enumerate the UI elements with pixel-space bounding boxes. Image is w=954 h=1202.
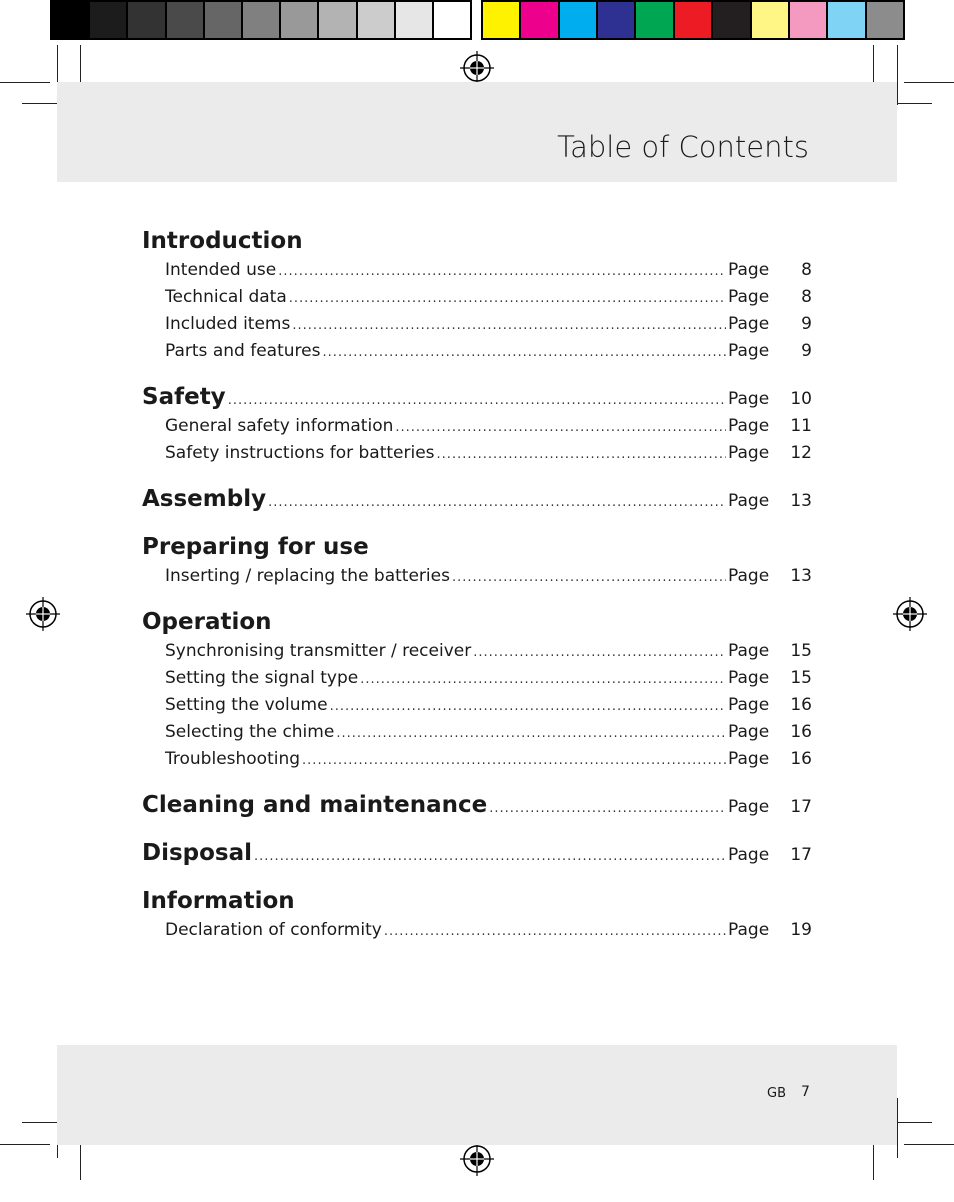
toc-section xyxy=(142,228,812,368)
crop-mark xyxy=(0,1144,50,1145)
page-word: Page xyxy=(728,443,770,463)
color-swatch xyxy=(434,2,470,38)
page-number: 17 xyxy=(790,845,812,865)
toc-section-heading-row[interactable] xyxy=(142,486,812,518)
color-swatch xyxy=(675,2,713,38)
page-title: Table of Contents xyxy=(557,130,809,164)
toc-section-title: Assembly xyxy=(142,486,267,512)
dot-leader xyxy=(437,447,726,462)
color-swatch xyxy=(828,2,866,38)
toc-section-title: Disposal xyxy=(142,840,253,866)
page-number: 9 xyxy=(801,314,812,334)
page-number: 12 xyxy=(790,443,812,463)
page-number: 11 xyxy=(790,416,812,436)
dot-leader xyxy=(384,924,726,939)
dot-leader xyxy=(289,291,726,306)
page-word: Page xyxy=(728,341,770,361)
color-swatch xyxy=(521,2,559,38)
crop-mark xyxy=(897,1098,898,1158)
dot-leader xyxy=(302,753,726,768)
toc-entry-label: Declaration of conformity xyxy=(165,920,382,940)
page-number: 19 xyxy=(790,920,812,940)
toc-section-title: Operation xyxy=(142,609,272,635)
page-number: 13 xyxy=(790,566,812,586)
crop-mark xyxy=(904,82,954,83)
crop-mark xyxy=(897,103,932,104)
page-number: 16 xyxy=(790,695,812,715)
crop-mark xyxy=(873,45,874,85)
toc-entry[interactable] xyxy=(142,722,812,749)
color-swatch xyxy=(867,2,903,38)
toc-section xyxy=(142,609,812,776)
page-word: Page xyxy=(728,566,770,586)
page-word: Page xyxy=(728,416,770,436)
dot-leader xyxy=(336,726,726,741)
page-number: 15 xyxy=(790,641,812,661)
page-word: Page xyxy=(728,287,770,307)
page-number: 8 xyxy=(801,287,812,307)
page-word: Page xyxy=(728,389,770,409)
dot-leader xyxy=(292,318,726,333)
toc-entry-label: Setting the signal type xyxy=(165,668,359,688)
page-word: Page xyxy=(728,695,770,715)
toc-section-title: Safety xyxy=(142,384,226,410)
toc-entry-label: Synchronising transmitter / receiver xyxy=(165,641,472,661)
toc-section-title: Information xyxy=(142,888,295,914)
dot-leader xyxy=(452,570,726,585)
toc-section xyxy=(142,534,812,593)
toc-section-heading-row[interactable] xyxy=(142,228,812,260)
page-number: 13 xyxy=(790,491,812,511)
footer-page-number: 7 xyxy=(801,1084,810,1100)
process-color-bar xyxy=(481,0,905,40)
toc-entry[interactable] xyxy=(142,566,812,593)
page-number: 17 xyxy=(790,797,812,817)
toc-entry-label: Technical data xyxy=(165,287,287,307)
toc-section xyxy=(142,840,812,872)
toc-section xyxy=(142,888,812,947)
registration-mark-icon xyxy=(893,597,927,631)
color-swatch xyxy=(319,2,357,38)
color-swatch xyxy=(598,2,636,38)
crop-mark xyxy=(80,45,81,85)
registration-mark-icon xyxy=(26,597,60,631)
dot-leader xyxy=(330,699,726,714)
toc-entry[interactable] xyxy=(142,341,812,368)
color-swatch xyxy=(636,2,674,38)
toc-section-title: Cleaning and maintenance xyxy=(142,792,488,818)
crop-mark xyxy=(80,1140,81,1180)
toc-entry[interactable] xyxy=(142,668,812,695)
page-word: Page xyxy=(728,641,770,661)
dot-leader xyxy=(489,801,726,816)
toc-section-heading-row[interactable] xyxy=(142,888,812,920)
crop-mark xyxy=(0,82,50,83)
toc-entry[interactable] xyxy=(142,641,812,668)
crop-mark xyxy=(873,1140,874,1180)
toc-section-heading-row[interactable] xyxy=(142,840,812,872)
dot-leader xyxy=(395,420,726,435)
toc-section xyxy=(142,486,812,518)
footer-language: GB xyxy=(767,1086,786,1101)
toc-entry-label: Parts and features xyxy=(165,341,321,361)
color-swatch xyxy=(90,2,128,38)
page-number: 9 xyxy=(801,341,812,361)
page-number: 15 xyxy=(790,668,812,688)
dot-leader xyxy=(360,672,726,687)
toc-entry[interactable] xyxy=(142,443,812,470)
page-number: 8 xyxy=(801,260,812,280)
crop-mark xyxy=(904,1144,954,1145)
toc-section-title: Preparing for use xyxy=(142,534,369,560)
color-swatch xyxy=(790,2,828,38)
registration-mark-icon xyxy=(460,51,494,85)
toc-section-heading-row[interactable] xyxy=(142,609,812,641)
grayscale-color-bar xyxy=(50,0,472,40)
registration-mark-icon xyxy=(460,1142,494,1176)
dot-leader xyxy=(228,393,726,408)
dot-leader xyxy=(278,264,726,279)
toc-section-heading-row[interactable] xyxy=(142,792,812,824)
toc-entry[interactable] xyxy=(142,260,812,287)
color-swatch xyxy=(205,2,243,38)
toc-entry[interactable] xyxy=(142,749,812,776)
toc-entry-label: Troubleshooting xyxy=(165,749,301,769)
toc-entry[interactable] xyxy=(142,695,812,722)
crop-mark xyxy=(897,1122,932,1123)
page-word: Page xyxy=(728,749,770,769)
page-number: 10 xyxy=(790,389,812,409)
crop-mark xyxy=(22,103,57,104)
toc-entry[interactable] xyxy=(142,314,812,341)
crop-mark xyxy=(22,1122,57,1123)
page-number: 16 xyxy=(790,749,812,769)
page-word: Page xyxy=(728,491,770,511)
page-word: Page xyxy=(728,920,770,940)
toc-section xyxy=(142,792,812,824)
color-swatch xyxy=(128,2,166,38)
color-swatch xyxy=(560,2,598,38)
page-word: Page xyxy=(728,797,770,817)
color-swatch xyxy=(281,2,319,38)
toc-entry[interactable] xyxy=(142,287,812,314)
toc-section-title: Introduction xyxy=(142,228,303,254)
page-word: Page xyxy=(728,845,770,865)
color-swatch xyxy=(483,2,521,38)
toc-entry-label: Selecting the chime xyxy=(165,722,335,742)
color-swatch xyxy=(358,2,396,38)
color-swatch xyxy=(713,2,751,38)
toc-entry-label: Safety instructions for batteries xyxy=(165,443,435,463)
color-swatch xyxy=(52,2,90,38)
page-word: Page xyxy=(728,722,770,742)
toc-entry[interactable] xyxy=(142,416,812,443)
toc-entry-label: Included items xyxy=(165,314,291,334)
page-number: 16 xyxy=(790,722,812,742)
toc-entry-label: Setting the volume xyxy=(165,695,328,715)
page-word: Page xyxy=(728,260,770,280)
toc-section-heading-row[interactable] xyxy=(142,384,812,416)
dot-leader xyxy=(268,495,726,510)
dot-leader xyxy=(254,849,726,864)
color-swatch xyxy=(167,2,205,38)
toc-entry-label: Inserting / replacing the batteries xyxy=(165,566,450,586)
toc-section-heading-row[interactable] xyxy=(142,534,812,566)
color-swatch xyxy=(752,2,790,38)
crop-mark xyxy=(897,45,898,105)
page-word: Page xyxy=(728,668,770,688)
toc-entry-label: Intended use xyxy=(165,260,277,280)
table-of-contents xyxy=(142,228,812,963)
toc-section xyxy=(142,384,812,470)
toc-entry-label: General safety information xyxy=(165,416,394,436)
color-swatch xyxy=(396,2,434,38)
color-swatch xyxy=(243,2,281,38)
dot-leader xyxy=(473,645,726,660)
page-word: Page xyxy=(728,314,770,334)
dot-leader xyxy=(322,345,726,360)
toc-entry[interactable] xyxy=(142,920,812,947)
